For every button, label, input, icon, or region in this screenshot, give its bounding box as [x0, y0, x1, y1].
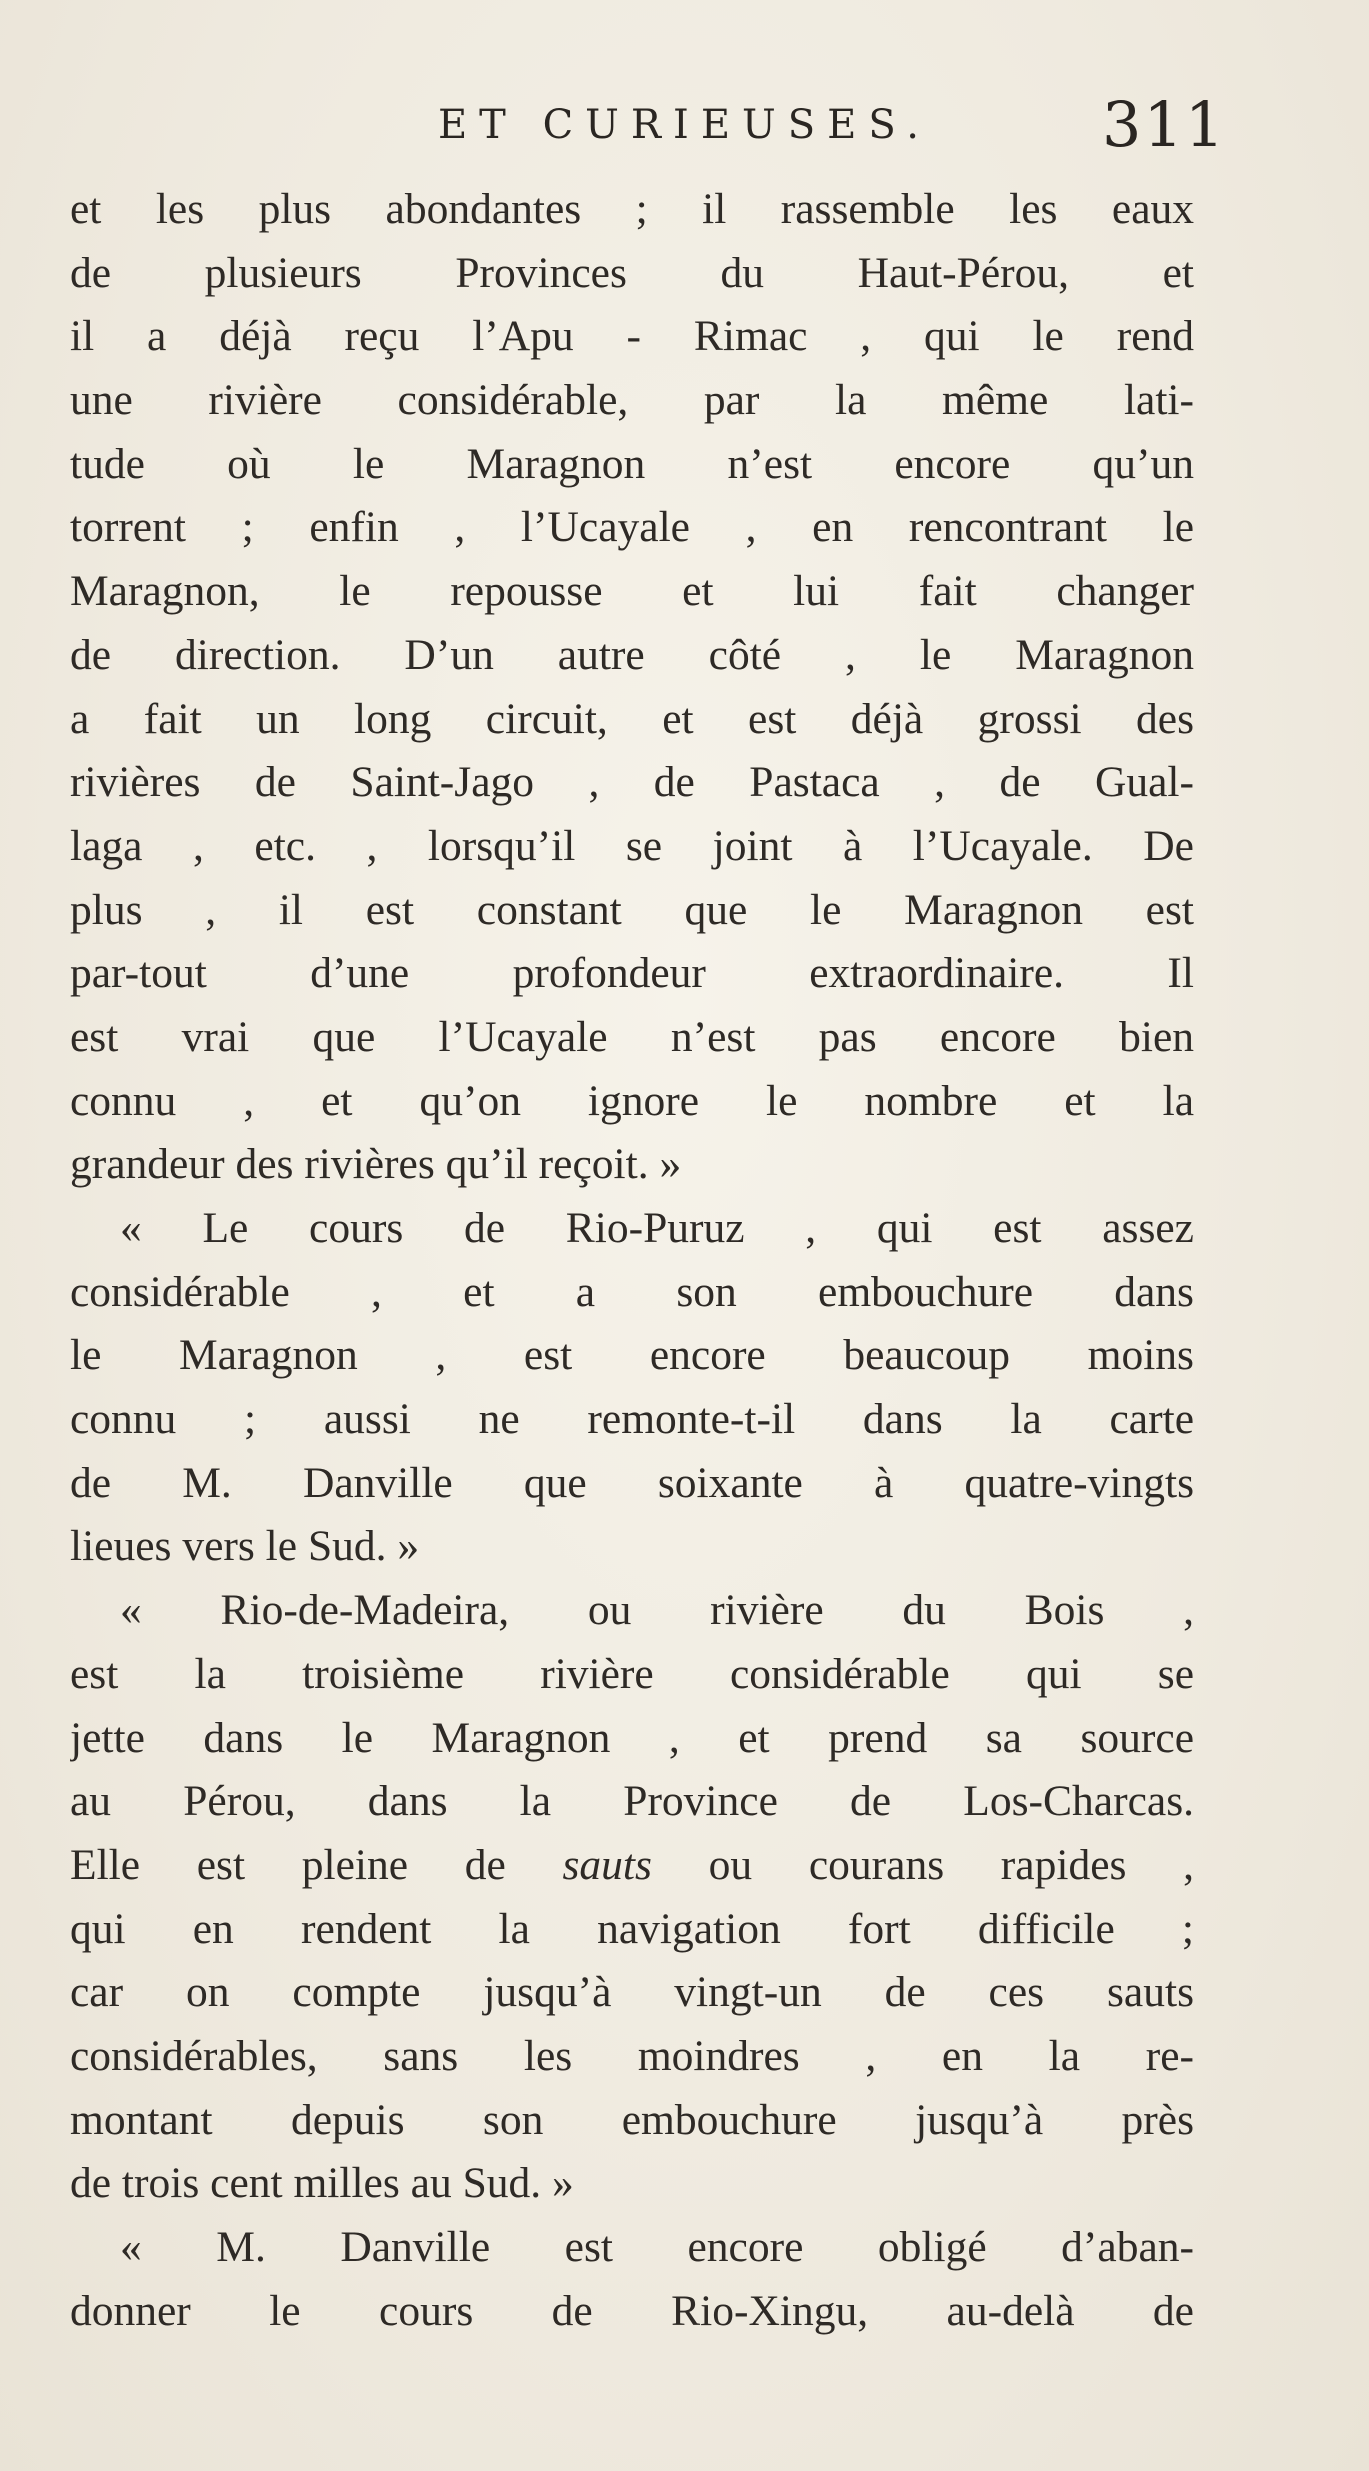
- text-line: « Rio-de-Madeira, ou rivière du Bois ,: [120, 1586, 1194, 1635]
- text-line: car on compte jusqu’à vingt-un de ces sauts: [70, 1968, 1194, 2017]
- text-line: torrent ; enfin , l’Ucayale , en rencontrant le: [70, 503, 1194, 552]
- text-line: plus , il est constant que le Maragnon est: [70, 885, 1194, 934]
- text-line: de direction. D’un autre côté , le Maragnon: [70, 630, 1194, 679]
- text-line: de M. Danville que soixante à quatre-vingts: [70, 1458, 1194, 1507]
- italic-term: sauts: [562, 1840, 652, 1889]
- text-line: donner le cours de Rio-Xingu, au-delà de: [70, 2286, 1194, 2335]
- text-segment: Elle est pleine de: [70, 1840, 563, 1889]
- text-line: grandeur des rivières qu’il reçoit. »: [70, 1140, 682, 1189]
- page-header: [0, 88, 1369, 172]
- page-number: 311: [1102, 88, 1227, 161]
- text-line: par-tout d’une profondeur extraordinaire. Il: [70, 949, 1194, 998]
- text-line: connu , et qu’on ignore le nombre et la: [70, 1076, 1194, 1125]
- text-line: considérables, sans les moindres , en la re-: [70, 2031, 1194, 2080]
- text-line: de trois cent milles au Sud. »: [70, 2159, 574, 2208]
- text-line: au Pérou, dans la Province de Los-Charcas.: [70, 1777, 1194, 1826]
- text-line: qui en rendent la navigation fort difficile ;: [70, 1904, 1194, 1953]
- text-line: laga , etc. , lorsqu’il se joint à l’Ucayale. De: [70, 821, 1194, 870]
- text-line: [70, 1834, 1194, 1898]
- text-line: est la troisième rivière considérable qui se: [70, 1649, 1194, 1698]
- text-line: de plusieurs Provinces du Haut-Pérou, et: [70, 248, 1194, 297]
- text-line: et les plus abondantes ; il rassemble les eaux: [70, 185, 1194, 233]
- text-line: le Maragnon , est encore beaucoup moins: [70, 1331, 1194, 1380]
- running-title: ET CURIEUSES.: [437, 102, 932, 148]
- text-line: « Le cours de Rio-Puruz , qui est assez: [120, 1204, 1194, 1252]
- body-text: [70, 178, 1194, 2343]
- text-line: jette dans le Maragnon , et prend sa source: [70, 1713, 1194, 1762]
- text-line: montant depuis son embouchure jusqu’à près: [70, 2095, 1194, 2144]
- text-line: connu ; aussi ne remonte-t-il dans la carte: [70, 1395, 1194, 1444]
- text-line: une rivière considérable, par la même lati-: [70, 376, 1194, 425]
- text-line: est vrai que l’Ucayale n’est pas encore bien: [70, 1012, 1194, 1061]
- text-line: Maragnon, le repousse et lui fait changer: [70, 567, 1194, 616]
- text-line: considérable , et a son embouchure dans: [70, 1267, 1194, 1316]
- text-line: rivières de Saint-Jago , de Pastaca , de Gual-: [70, 758, 1194, 807]
- text-line: a fait un long circuit, et est déjà grossi des: [70, 694, 1194, 743]
- text-line: il a déjà reçu l’Apu - Rimac , qui le rend: [70, 312, 1194, 361]
- text-line: lieues vers le Sud. »: [70, 1522, 420, 1571]
- text-line: « M. Danville est encore obligé d’aban-: [120, 2223, 1194, 2271]
- text-line: tude où le Maragnon n’est encore qu’un: [70, 439, 1194, 488]
- text-segment: ou courans rapides ,: [651, 1840, 1194, 1889]
